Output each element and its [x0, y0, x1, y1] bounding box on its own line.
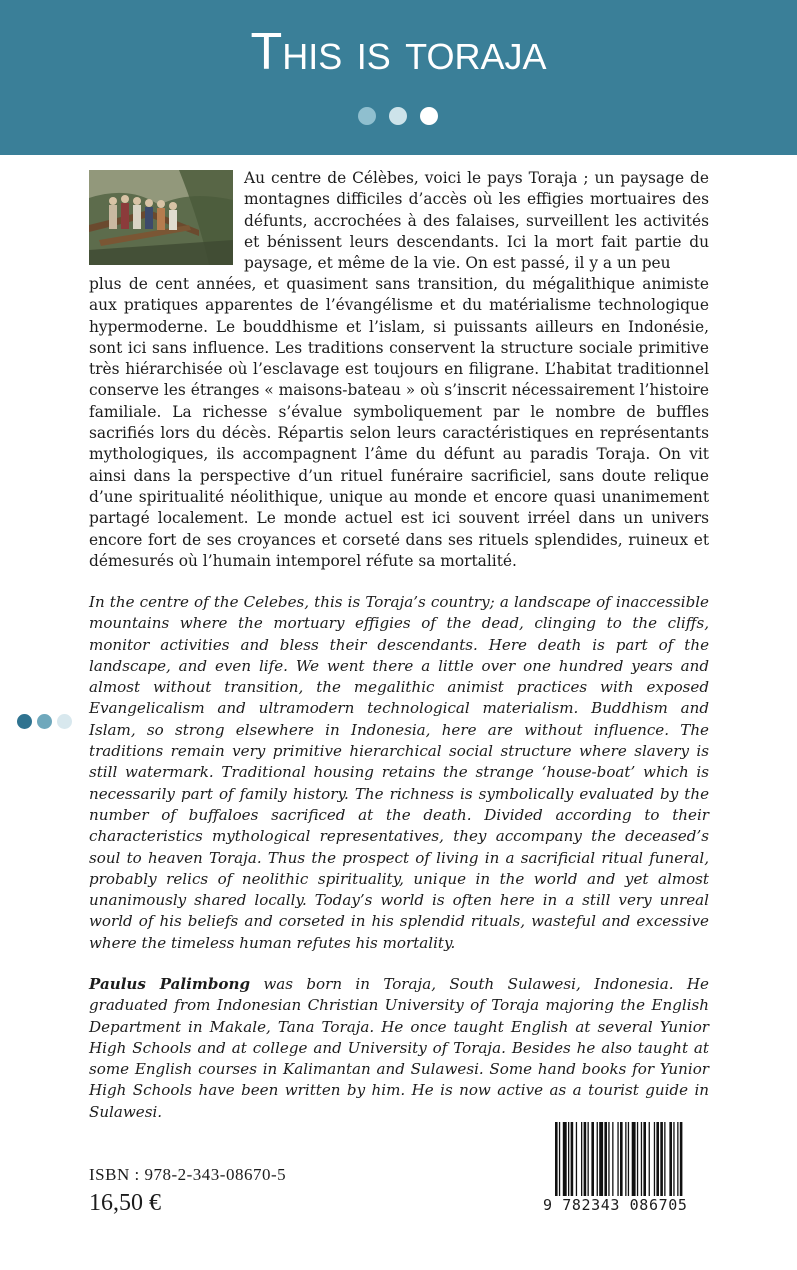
french-description-rest: plus de cent années, et quasiment sans transition, du mégalithique animiste aux pratiques apparentes de l’évangélisme et du matérialisme technologique hypermoderne. Le bouddhisme et l’islam, si puissants ailleurs en Indonésie, sont ici sans influence. Les traditions conservent la structure sociale primitive très hiérarchisée où l’esclavage est toujours en filigrane. L’habitat traditionnel conserve les étranges « maisons-bateau » où s’inscrit nécessairement l’histoire familiale. La richesse s’évalue symboliquement par le nombre de buffles sacrifiés lors du décès. Répartis selon leurs caractéristiques en représentants mythologiques, ils accompagnent l’âme du défunt au paradis Toraja. On vit ainsi dans la perspective d’un rituel funéraire sacrificiel, sans doute relique d’une spiritualité néolithique, unique au monde et encore quasi unanimement partagé localement. Le monde actuel est ici souvent irréel dans un univers encore fort de ses croyances et corseté dans ses rituels splendides, ruineux et démesurés où l’humain intemporel réfute sa mortalité. [89, 275, 709, 570]
side-dot [17, 714, 32, 729]
barcode-number: 9 782343 086705 [543, 1196, 713, 1214]
barcode-bar [597, 1122, 598, 1200]
barcode-bar [576, 1122, 577, 1200]
barcode-bar [568, 1122, 569, 1200]
barcode-bar [669, 1122, 672, 1200]
header-banner [0, 0, 797, 155]
barcode-bar [584, 1122, 587, 1200]
french-description-top: Au centre de Célèbes, voici le pays Toraja ; un paysage de montagnes difficiles d’accès où les effigies mortuaires des défunts, accrochées à des falaises, surveillent les activités et bénissent leurs descendants. Ici la mort fait partie du paysage, et même de la vie. On est passé, il y a un peu [244, 169, 709, 273]
barcode-bar [620, 1122, 623, 1200]
author-bio [89, 974, 709, 1123]
barcode-bar [604, 1122, 607, 1200]
barcode-bar [563, 1122, 567, 1200]
barcode-bar [625, 1122, 626, 1200]
barcode-bar [591, 1122, 594, 1200]
isbn: ISBN : 978-2-343-08670-5 [89, 1165, 287, 1184]
photo-illustration [89, 170, 233, 265]
barcode-bar [641, 1122, 642, 1200]
barcode-bar [599, 1122, 603, 1200]
barcode-bar [654, 1122, 655, 1200]
barcode-bar [656, 1122, 659, 1200]
barcode-bar [588, 1122, 589, 1200]
header-dot [389, 107, 407, 125]
side-dot [57, 714, 72, 729]
barcode-bar [571, 1122, 574, 1200]
header-dot [358, 107, 376, 125]
barcode-bar [664, 1122, 665, 1200]
barcode-bar [643, 1122, 646, 1200]
barcode-bar [673, 1122, 674, 1200]
barcode-bar [632, 1122, 636, 1200]
barcode-bar [628, 1122, 629, 1200]
price: 16,50 € [89, 1190, 161, 1216]
barcode-bar [581, 1122, 582, 1200]
english-description: In the centre of the Celebes, this is Toraja’s country; a landscape of inaccessible mountains where the mortuary effigies of the dead, clinging to the cliffs, monitor activities and bless their descendants. Here death is part of the landscape, and even life. We went there a little over one hundred years and almost without transition, the megalithic animist practices with exposed Evangelicalism and ultramodern technological materialism. Buddhism and Islam, so strong elsewhere in Indonesia, here are without influence. The traditions remain very primitive hierarchical social structure where slavery is still watermark. Traditional housing retains the strange ‘house-boat’ which is necessarily part of family history. The richness is symbolically evaluated by the number of buffaloes sacrificed at the death. Divided according to their characteristics mythological representatives, they accompany the deceased’s soul to heaven Toraja. Thus the prospect of living in a sacrificial ritual funeral, probably relics of neolithic spirituality, unique in the world and yet almost unanimously shared locally. Today’s world is often here in a still very unreal world of his beliefs and corseted in his splendid rituals, wasteful and excessive where the timeless human refutes his mortality. [89, 593, 709, 952]
barcode-bar [617, 1122, 618, 1200]
barcode-bar [608, 1122, 609, 1200]
author-bio-text: was born in Toraja, South Sulawesi, Indonesia. He graduated from Indonesian Christian University of Toraja majoring the English Department in Makale, Tana Toraja. He once taught English at several Yunior High Schools and at college and University of Toraja. Besides he also taught at some English courses in Kalimantan and Sulawesi. Some hand books for Yunior High Schools have been written by him. He is now active as a tourist guide in Sulawesi. [89, 975, 709, 1121]
toraja-effigies-photo [89, 170, 233, 265]
header-dot [420, 107, 438, 125]
author-name: Paulus Palimbong [89, 975, 251, 993]
barcode-bar [649, 1122, 650, 1200]
barcode-bar [637, 1122, 638, 1200]
barcode-bar [660, 1122, 663, 1200]
book-title: This is toraja [250, 23, 547, 81]
barcode-bar [612, 1122, 613, 1200]
side-dot [37, 714, 52, 729]
